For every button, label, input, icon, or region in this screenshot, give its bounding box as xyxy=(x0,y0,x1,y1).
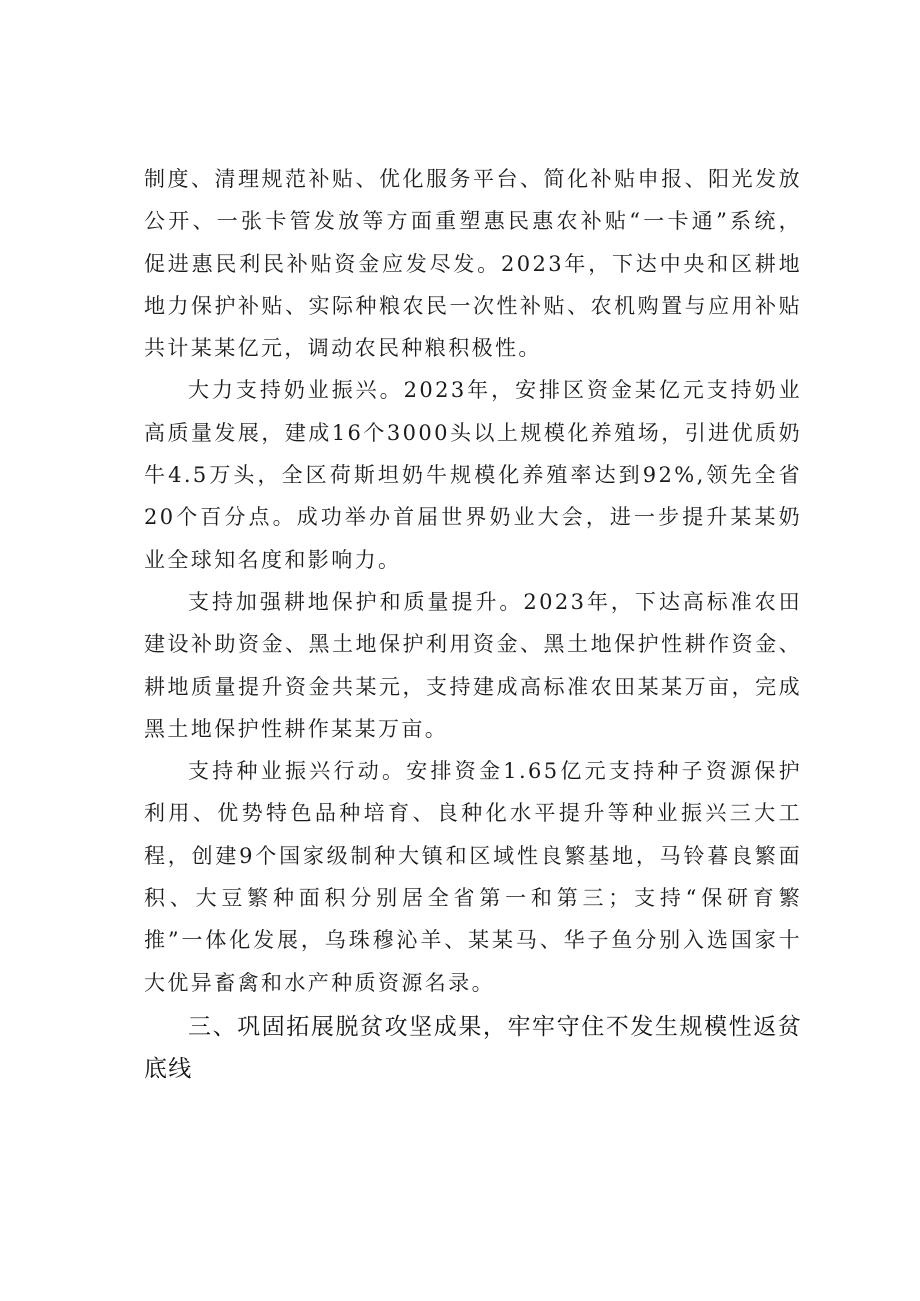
paragraph-dairy-revitalization: 大力支持奶业振兴。2023年，安排区资金某亿元支持奶业高质量发展，建成16个3000头以上规模化养殖场，引进优质奶牛4.5万头，全区荷斯坦奶牛规模化养殖率达到92%,领先全省20个百分点。成功举办首届世界奶业大会，进一步提升某某奶业全球知名度和影响力。 xyxy=(144,378,802,572)
paragraph-farmland-protection: 支持加强耕地保护和质量提升。2023年，下达高标准农田建设补助资金、黑土地保护利用资金、黑土地保护性耕作资金、耕地质量提升资金共某元，支持建成高标准农田某某万亩，完成黑土地保护性耕作某某万亩。 xyxy=(144,589,802,741)
paragraph-subsidy-continuation: 制度、清理规范补贴、优化服务平台、简化补贴申报、阳光发放公开、一张卡管发放等方面重塑惠民惠农补贴“一卡通”系统，促进惠民利民补贴资金应发尽发。2023年，下达中央和区耕地地力保护补贴、实际种粮农民一次性补贴、农机购置与应用补贴共计某某亿元，调动农民种粮积极性。 xyxy=(144,167,802,361)
section-heading: 三、巩固拓展脱贫攻坚成果，牢牢守住不发生规模性返贫底线 xyxy=(144,1013,802,1082)
document-body xyxy=(144,158,802,1090)
paragraph-seed-industry: 支持种业振兴行动。安排资金1.65亿元支持种子资源保护利用、优势特色品种培育、良种化水平提升等种业振兴三大工程，创建9个国家级制种大镇和区域性良繁基地，马铃暮良繁面积、大豆繁种面积分别居全省第一和第三；支持“保研育繁推”一体化发展，乌珠穆沁羊、某某马、华子鱼分别入选国家十大优异畜禽和水产种质资源名录。 xyxy=(144,759,802,995)
